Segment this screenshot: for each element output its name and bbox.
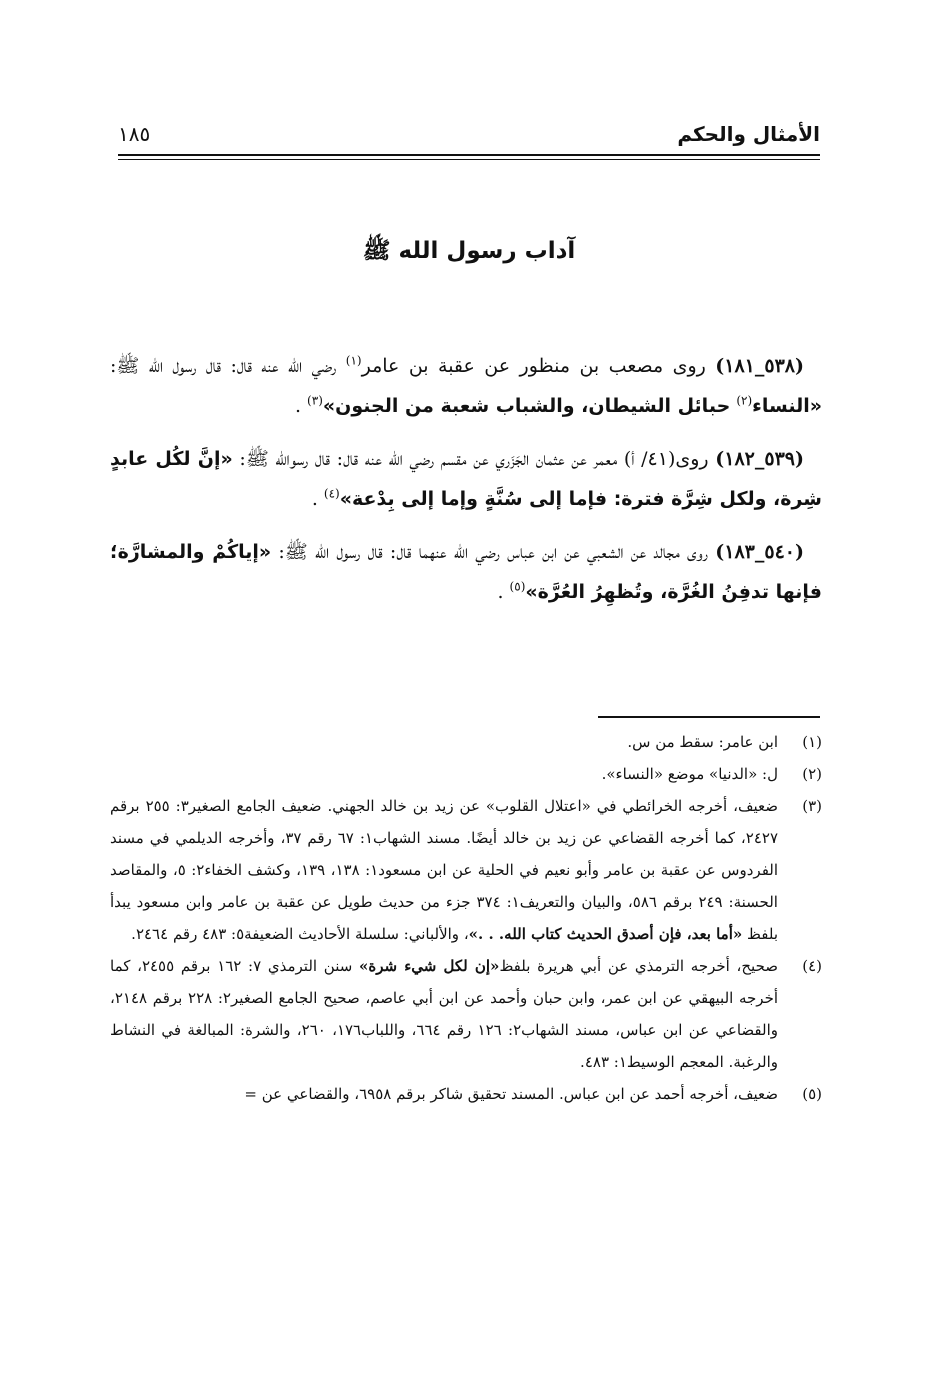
running-head bbox=[118, 118, 820, 154]
footnote-ref: (٥) bbox=[509, 579, 526, 594]
footnote-ref: (٢) bbox=[736, 393, 753, 408]
hadith-end: . bbox=[497, 581, 504, 603]
hadith-number: (٥٣٩_١٨٢) bbox=[715, 448, 804, 470]
hadith-quote: «إياكُمْ والمشارَّة؛ فإنها تدفِنُ الغُرَّة، وتُظهِرُ العُرَّة» bbox=[110, 541, 822, 603]
footnote-rule bbox=[598, 716, 820, 718]
hadith-quote: «إنَّ لكُل عابدٍ شِرة، ولكل شِرَّة فترة: فإما إلى سُنَّةٍ وإما إلى بِدْعة» bbox=[110, 448, 822, 510]
hadith-intro: روى مصعب بن منظور عن عقبة بن عامر bbox=[361, 355, 706, 377]
footnote-number: (٣) bbox=[802, 797, 822, 815]
footnote-text-cont: ، والألباني: سلسلة الأحاديث الضعيفة٥: ٤٨٣ رقم ٢٤٦٤. bbox=[131, 925, 469, 943]
footnote-5 bbox=[110, 1078, 822, 1110]
footnotes bbox=[110, 726, 822, 1110]
hadith-number: (٥٤٠_١٨٣) bbox=[715, 541, 804, 563]
hadith-538 bbox=[110, 346, 822, 426]
footnote-4 bbox=[110, 950, 822, 1078]
hadith-number: (٥٣٨_١٨١) bbox=[715, 355, 804, 377]
footnote-2 bbox=[110, 758, 822, 790]
chapter-title: آداب رسول الله ﷺ bbox=[362, 238, 576, 264]
hadith-quote: «النساء bbox=[752, 395, 822, 417]
footnote-ref: (٤) bbox=[323, 486, 340, 501]
hadith-intro-cont: رضي الله عنه قال: قال رسول الله ﷺ: bbox=[110, 355, 337, 377]
hadith-540 bbox=[110, 532, 822, 612]
running-title: الأمثال والحكم bbox=[677, 122, 820, 146]
hadith-end: . bbox=[311, 488, 318, 510]
footnote-number: (٤) bbox=[802, 957, 822, 975]
footnote-ref: (١) bbox=[345, 353, 362, 368]
footnote-number: (٢) bbox=[802, 765, 822, 783]
page-number: ١٨٥ bbox=[118, 122, 151, 146]
hadith-intro: روى(٤١/ أ) معمر عن عثمان الجَزَري عن مقسم رضي الله عنه قال: قال رسوالله ﷺ: bbox=[239, 448, 709, 470]
footnote-ref: (٣) bbox=[307, 393, 323, 408]
header-rule bbox=[118, 154, 820, 156]
footnote-number: (٥) bbox=[802, 1085, 822, 1103]
hadith-539 bbox=[110, 439, 822, 519]
footnote-quote: «أما بعد، فإن أصدق الحديث كتاب الله. . .» bbox=[468, 925, 743, 943]
footnote-text: صحيح، أخرجه الترمذي عن أبي هريرة بلفظ bbox=[499, 957, 778, 975]
footnote-text: ل: «الدنيا» موضع «النساء». bbox=[601, 765, 778, 783]
header-rule-thin bbox=[118, 159, 820, 160]
footnote-3 bbox=[110, 790, 822, 950]
footnote-text: ضعيف، أخرجه الخرائطي في «اعتلال القلوب» عن زيد بن خالد الجهني. ضعيف الجامع الصغير٣: ٢٥٥ برقم ٢٤٢٧، كما أخرجه القضاعي عن زيد بن خالد أيضًا. مسند الشهاب١: ٦٧ رقم ٣٧، وأخرجه الديلمي في مسند الفردوس عن عقبة بن عامر وأبو نعيم في الحلية عن ابن مسعود١: ١٣٨، ١٣٩، وكشف الخفاء٢: ٥، والمقاصد الحسنة: ٢٤٩ برقم ٥٨٦، والبيان والتعريف١: ٣٧٤ جزء من حديث طويل عن عقبة بن عامر وابن مسعود يبدأ بلفظ bbox=[110, 797, 779, 943]
footnote-quote: «إن لكل شيء شرة» bbox=[359, 957, 500, 975]
footnote-text-cont: سنن الترمذي ٧: ١٦٢ برقم ٢٤٥٥، كما أخرجه البيهقي عن ابن عمر، وابن حبان وأحمد عن ابن أبي عاصم، صحيح الجامع الصغير٢: ٢٢٨ برقم ٢١٤٨، والقضاعي عن ابن عباس، مسند الشهاب٢: ١٢٦ رقم ٦٦٤، واللباب١٧٦، ٢٦٠، والشرة: المبالغة في النشاط والرغبة. المعجم الوسيط١: ٤٨٣. bbox=[110, 957, 779, 1071]
hadith-end: . bbox=[294, 395, 301, 417]
main-text bbox=[110, 346, 822, 625]
hadith-intro: روى مجالد عن الشعبي عن ابن عباس رضي الله عنهما قال: قال رسول الله ﷺ: bbox=[278, 541, 709, 563]
footnote-text: ضعيف، أخرجه أحمد عن ابن عباس. المسند تحقيق شاكر برقم ٦٩٥٨، والقضاعي عن = bbox=[244, 1085, 778, 1103]
hadith-quote-cont: حبائل الشيطان، والشباب شعبة من الجنون» bbox=[322, 395, 731, 417]
footnote-1 bbox=[110, 726, 822, 758]
footnote-number: (١) bbox=[802, 733, 822, 751]
footnote-text: ابن عامر: سقط من س. bbox=[627, 733, 778, 751]
